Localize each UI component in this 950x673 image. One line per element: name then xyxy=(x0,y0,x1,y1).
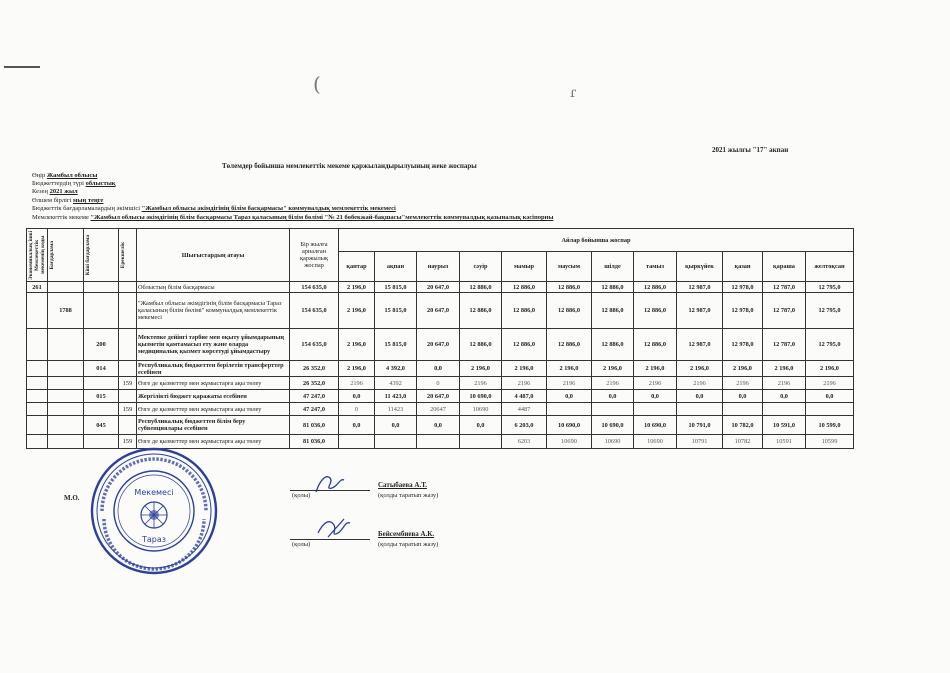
code-specific-cell xyxy=(119,329,137,361)
month-value-cell: 11423 xyxy=(375,403,417,416)
director-name-caption: (қолды таратып жазу) xyxy=(378,492,439,499)
month-value-cell: 10690 xyxy=(460,403,502,416)
code-specific-cell xyxy=(119,361,137,377)
table-row xyxy=(27,390,854,403)
annual-total-cell: 47 247,0 xyxy=(290,390,339,403)
header-code-1: Экономикалық ішкі Мемлекеттік мекеменің коды xyxy=(28,230,46,280)
header-expense-name: Шығыстардың атауы xyxy=(137,229,290,282)
header-month: наурыз xyxy=(417,252,460,282)
month-value-cell: 12 886,0 xyxy=(592,329,634,361)
meta-unit: Өлшем бірлігі мың теңге xyxy=(32,197,104,204)
month-value-cell: 12 978,0 xyxy=(723,329,763,361)
month-value-cell: 12 987,0 xyxy=(677,282,723,293)
code-program-cell xyxy=(84,377,119,390)
month-value-cell: 12 886,0 xyxy=(547,282,592,293)
code-economic-cell xyxy=(27,403,48,416)
month-value-cell: 12 978,0 xyxy=(723,282,763,293)
header-month: қараша xyxy=(763,252,806,282)
month-value-cell: 4487 xyxy=(502,403,547,416)
code-program-cell: 200 xyxy=(84,329,119,361)
code-economic-cell xyxy=(27,390,48,403)
month-value-cell: 10591 xyxy=(763,435,806,449)
month-value-cell xyxy=(592,403,634,416)
month-value-cell: 2196 xyxy=(677,377,723,390)
month-value-cell: 10791 xyxy=(677,435,723,449)
month-value-cell: 2196 xyxy=(723,377,763,390)
month-value-cell: 0,0 xyxy=(339,416,375,435)
header-month: ақпан xyxy=(375,252,417,282)
month-value-cell: 0,0 xyxy=(460,416,502,435)
expense-name-cell: Облыстың білім басқармасы xyxy=(137,282,290,293)
month-value-cell: 12 795,0 xyxy=(806,329,854,361)
table-row xyxy=(27,403,854,416)
month-value-cell: 2196 xyxy=(763,377,806,390)
month-value-cell: 4 392,0 xyxy=(375,361,417,377)
month-value-cell: 2196 xyxy=(339,377,375,390)
table-row xyxy=(27,293,854,329)
month-value-cell: 12 886,0 xyxy=(460,282,502,293)
month-value-cell xyxy=(677,403,723,416)
meta-period: Кезең 2021 жыл xyxy=(32,188,78,195)
month-value-cell: 0,0 xyxy=(723,390,763,403)
table-row xyxy=(27,377,854,390)
director-name: Сатыбаева А.Т. xyxy=(378,481,427,489)
code-program-cell: 014 xyxy=(84,361,119,377)
month-value-cell: 10599 xyxy=(806,435,854,449)
month-value-cell: 2 196,0 xyxy=(339,293,375,329)
code-institution-cell xyxy=(48,377,84,390)
month-value-cell: 2 196,0 xyxy=(723,361,763,377)
month-value-cell: 0 xyxy=(417,377,460,390)
table-row xyxy=(27,329,854,361)
month-value-cell: 0,0 xyxy=(375,416,417,435)
header-month: желтоқсан xyxy=(806,252,854,282)
month-value-cell: 2196 xyxy=(634,377,677,390)
month-value-cell: 15 815,0 xyxy=(375,282,417,293)
month-value-cell: 2196 xyxy=(547,377,592,390)
month-value-cell: 2196 xyxy=(592,377,634,390)
month-value-cell: 12 886,0 xyxy=(592,282,634,293)
month-value-cell: 2 196,0 xyxy=(634,361,677,377)
expense-name-cell: Өзге де қызметтер мен жұмыстарға ақы төлеу xyxy=(137,377,290,390)
annual-total-cell: 154 635,0 xyxy=(290,329,339,361)
code-economic-cell xyxy=(27,377,48,390)
month-value-cell: 20 647,0 xyxy=(417,293,460,329)
month-value-cell: 12 886,0 xyxy=(547,293,592,329)
month-value-cell: 0,0 xyxy=(763,390,806,403)
month-value-cell: 12 787,0 xyxy=(763,293,806,329)
annual-total-cell: 26 352,0 xyxy=(290,377,339,390)
director-signature xyxy=(312,470,348,498)
accountant-name: Бейсембиева А.К. xyxy=(378,530,435,538)
month-value-cell: 2 196,0 xyxy=(763,361,806,377)
expense-name-cell: Жергілікті бюджет қаражаты есебінен xyxy=(137,390,290,403)
month-value-cell xyxy=(723,403,763,416)
month-value-cell: 0,0 xyxy=(547,390,592,403)
month-value-cell: 10 690,0 xyxy=(460,390,502,403)
director-sign-line xyxy=(290,490,370,491)
month-value-cell: 10782 xyxy=(723,435,763,449)
official-seal xyxy=(88,445,220,577)
month-value-cell: 12 795,0 xyxy=(806,293,854,329)
month-value-cell: 10690 xyxy=(547,435,592,449)
code-institution-cell xyxy=(48,282,84,293)
month-value-cell: 2 196,0 xyxy=(547,361,592,377)
month-value-cell xyxy=(339,435,375,449)
code-specific-cell: 159 xyxy=(119,403,137,416)
header-month: қазан xyxy=(723,252,763,282)
header-month: қыркүйек xyxy=(677,252,723,282)
month-value-cell: 20 647,0 xyxy=(417,282,460,293)
month-value-cell: 12 886,0 xyxy=(460,293,502,329)
month-value-cell: 10 599,0 xyxy=(806,416,854,435)
seal-bottom-text: Тараз xyxy=(141,535,167,544)
month-value-cell: 2196 xyxy=(502,377,547,390)
meta-budget-type: Бюджеттердің түрі облыстық xyxy=(32,180,116,187)
document-title: Төлемдер бойынша мемлекеттік мекеме қаржыландырылуының жеке жоспары xyxy=(222,162,477,170)
month-value-cell: 12 795,0 xyxy=(806,282,854,293)
table-row xyxy=(27,416,854,435)
header-month: қантар xyxy=(339,252,375,282)
header-code-2: Бағдарлама xyxy=(48,229,84,282)
month-value-cell: 2 196,0 xyxy=(592,361,634,377)
scan-tick-mark: ɾ xyxy=(570,85,577,101)
month-value-cell xyxy=(417,435,460,449)
month-value-cell xyxy=(806,403,854,416)
code-specific-cell xyxy=(119,390,137,403)
month-value-cell: 10 791,0 xyxy=(677,416,723,435)
header-month: мамыр xyxy=(502,252,547,282)
month-value-cell: 15 815,0 xyxy=(375,293,417,329)
header-month: шілде xyxy=(592,252,634,282)
month-value-cell: 6203 xyxy=(502,435,547,449)
month-value-cell: 12 978,0 xyxy=(723,293,763,329)
month-value-cell: 10 782,0 xyxy=(723,416,763,435)
code-institution-cell xyxy=(48,403,84,416)
month-value-cell: 12 886,0 xyxy=(502,282,547,293)
expense-name-cell: Мектепке дейінгі тәрбие мен оқыту ұйымдарының қызметін қамтамасыз ету және оларда медициналық қызмет көрсетуді ұйымдастыру xyxy=(137,329,290,361)
month-value-cell: 10690 xyxy=(634,435,677,449)
code-program-cell: 015 xyxy=(84,390,119,403)
month-value-cell xyxy=(547,403,592,416)
document-date: 2021 жылғы "17" акпан xyxy=(712,146,789,154)
month-value-cell xyxy=(634,403,677,416)
header-month: тамыз xyxy=(634,252,677,282)
code-program-cell xyxy=(84,403,119,416)
month-value-cell: 15 815,0 xyxy=(375,329,417,361)
month-value-cell: 0,0 xyxy=(677,390,723,403)
month-value-cell xyxy=(763,403,806,416)
month-value-cell: 12 886,0 xyxy=(634,293,677,329)
code-economic-cell xyxy=(27,293,48,329)
month-value-cell: 12 886,0 xyxy=(502,329,547,361)
month-value-cell: 0,0 xyxy=(339,390,375,403)
meta-admin: Бюджеттік бағдарламалардың әкімшісі "Жамбыл облысы әкімдігінің білім басқармасы" коммуналдық мемлекеттік мекемесі xyxy=(32,205,396,212)
month-value-cell: 2 196,0 xyxy=(677,361,723,377)
month-value-cell: 12 987,0 xyxy=(677,293,723,329)
financing-plan-table xyxy=(26,228,854,449)
director-sign-caption: (қолы) xyxy=(292,492,311,499)
scan-dash-mark xyxy=(4,66,40,68)
month-value-cell: 6 203,0 xyxy=(502,416,547,435)
month-value-cell: 10 591,0 xyxy=(763,416,806,435)
stamp-place-label: М.О. xyxy=(64,494,80,502)
month-value-cell: 12 886,0 xyxy=(634,329,677,361)
month-value-cell: 20 647,0 xyxy=(417,390,460,403)
month-value-cell: 0,0 xyxy=(417,416,460,435)
code-specific-cell: 159 xyxy=(119,377,137,390)
month-value-cell: 2 196,0 xyxy=(339,282,375,293)
month-value-cell: 0,0 xyxy=(634,390,677,403)
accountant-name-caption: (қолды таратып жазу) xyxy=(378,541,439,548)
table-row xyxy=(27,282,854,293)
annual-total-cell: 154 635,0 xyxy=(290,282,339,293)
code-economic-cell: 261 xyxy=(27,282,48,293)
month-value-cell: 12 987,0 xyxy=(677,329,723,361)
code-institution-cell xyxy=(48,390,84,403)
expense-name-cell: Өзге де қызметтер мен жұмыстарға ақы төлеу xyxy=(137,435,290,449)
code-program-cell xyxy=(84,293,119,329)
code-specific-cell xyxy=(119,282,137,293)
month-value-cell: 4392 xyxy=(375,377,417,390)
meta-region: Өңір Жамбыл облысы xyxy=(32,172,98,179)
header-code-4: Ерекшелік xyxy=(119,229,137,282)
month-value-cell xyxy=(460,435,502,449)
expense-name-cell: "Жамбыл облысы әкімдігінің білім басқармасы Тараз қаласының білім бөлімі" коммуналдық мемлекеттік мекемесі xyxy=(137,293,290,329)
code-specific-cell: 159 xyxy=(119,435,137,449)
month-value-cell: 2196 xyxy=(460,377,502,390)
expense-name-cell: Республикалық бюджеттен берілетін трансферттер есебінен xyxy=(137,361,290,377)
annual-total-cell: 81 036,0 xyxy=(290,435,339,449)
month-value-cell: 2 196,0 xyxy=(339,361,375,377)
month-value-cell: 20 647,0 xyxy=(417,329,460,361)
expense-name-cell: Республикалық бюджеттен білім беру субвенциялары есебінен xyxy=(137,416,290,435)
header-months-group: Айлар бойынша жоспар xyxy=(339,229,854,252)
month-value-cell: 0,0 xyxy=(806,390,854,403)
month-value-cell: 20647 xyxy=(417,403,460,416)
code-institution-cell xyxy=(48,435,84,449)
header-code-3: Кіші бағдарлама xyxy=(84,229,119,282)
month-value-cell: 12 886,0 xyxy=(634,282,677,293)
month-value-cell: 2 196,0 xyxy=(460,361,502,377)
annual-total-cell: 81 036,0 xyxy=(290,416,339,435)
month-value-cell: 12 886,0 xyxy=(547,329,592,361)
month-value-cell: 11 423,0 xyxy=(375,390,417,403)
header-month: сәуір xyxy=(460,252,502,282)
code-specific-cell xyxy=(119,293,137,329)
code-institution-cell: 1788 xyxy=(48,293,84,329)
month-value-cell: 0 xyxy=(339,403,375,416)
header-month: маусым xyxy=(547,252,592,282)
annual-total-cell: 26 352,0 xyxy=(290,361,339,377)
code-economic-cell xyxy=(27,416,48,435)
month-value-cell: 12 886,0 xyxy=(460,329,502,361)
code-institution-cell xyxy=(48,416,84,435)
code-program-cell: 045 xyxy=(84,416,119,435)
month-value-cell: 0,0 xyxy=(592,390,634,403)
month-value-cell: 12 787,0 xyxy=(763,282,806,293)
code-institution-cell xyxy=(48,361,84,377)
table-row xyxy=(27,361,854,377)
header-annual-total: Бір жылға арналған қаржылық жоспар xyxy=(290,229,339,282)
month-value-cell xyxy=(375,435,417,449)
meta-institution: Мемлекеттік мекеме "Жамбыл облысы әкімдігінің білім басқармасы Тараз қаласының білім бөлімі "№ 21 бөбекжай-бақшасы"мемлекеттік коммуналдық қазыналық кәсіпорны xyxy=(32,214,554,221)
accountant-sign-caption: (қолы) xyxy=(292,541,311,548)
code-economic-cell xyxy=(27,329,48,361)
accountant-sign-line xyxy=(290,539,370,540)
month-value-cell: 12 886,0 xyxy=(502,293,547,329)
annual-total-cell: 47 247,0 xyxy=(290,403,339,416)
code-specific-cell xyxy=(119,416,137,435)
annual-total-cell: 154 635,0 xyxy=(290,293,339,329)
seal-top-text: Мекемесі xyxy=(134,488,174,497)
month-value-cell: 10 690,0 xyxy=(634,416,677,435)
month-value-cell: 10 690,0 xyxy=(592,416,634,435)
month-value-cell: 12 886,0 xyxy=(592,293,634,329)
month-value-cell: 12 787,0 xyxy=(763,329,806,361)
month-value-cell: 10690 xyxy=(592,435,634,449)
month-value-cell: 2 196,0 xyxy=(339,329,375,361)
month-value-cell: 4 487,0 xyxy=(502,390,547,403)
code-program-cell xyxy=(84,282,119,293)
month-value-cell: 2196 xyxy=(806,377,854,390)
code-economic-cell xyxy=(27,435,48,449)
scan-bracket-mark: ( xyxy=(313,72,321,96)
code-economic-cell xyxy=(27,361,48,377)
code-institution-cell xyxy=(48,329,84,361)
month-value-cell: 0,0 xyxy=(417,361,460,377)
month-value-cell: 10 690,0 xyxy=(547,416,592,435)
month-value-cell: 2 196,0 xyxy=(502,361,547,377)
expense-name-cell: Өзге де қызметтер мен жұмыстарға ақы төлеу xyxy=(137,403,290,416)
month-value-cell: 2 196,0 xyxy=(806,361,854,377)
